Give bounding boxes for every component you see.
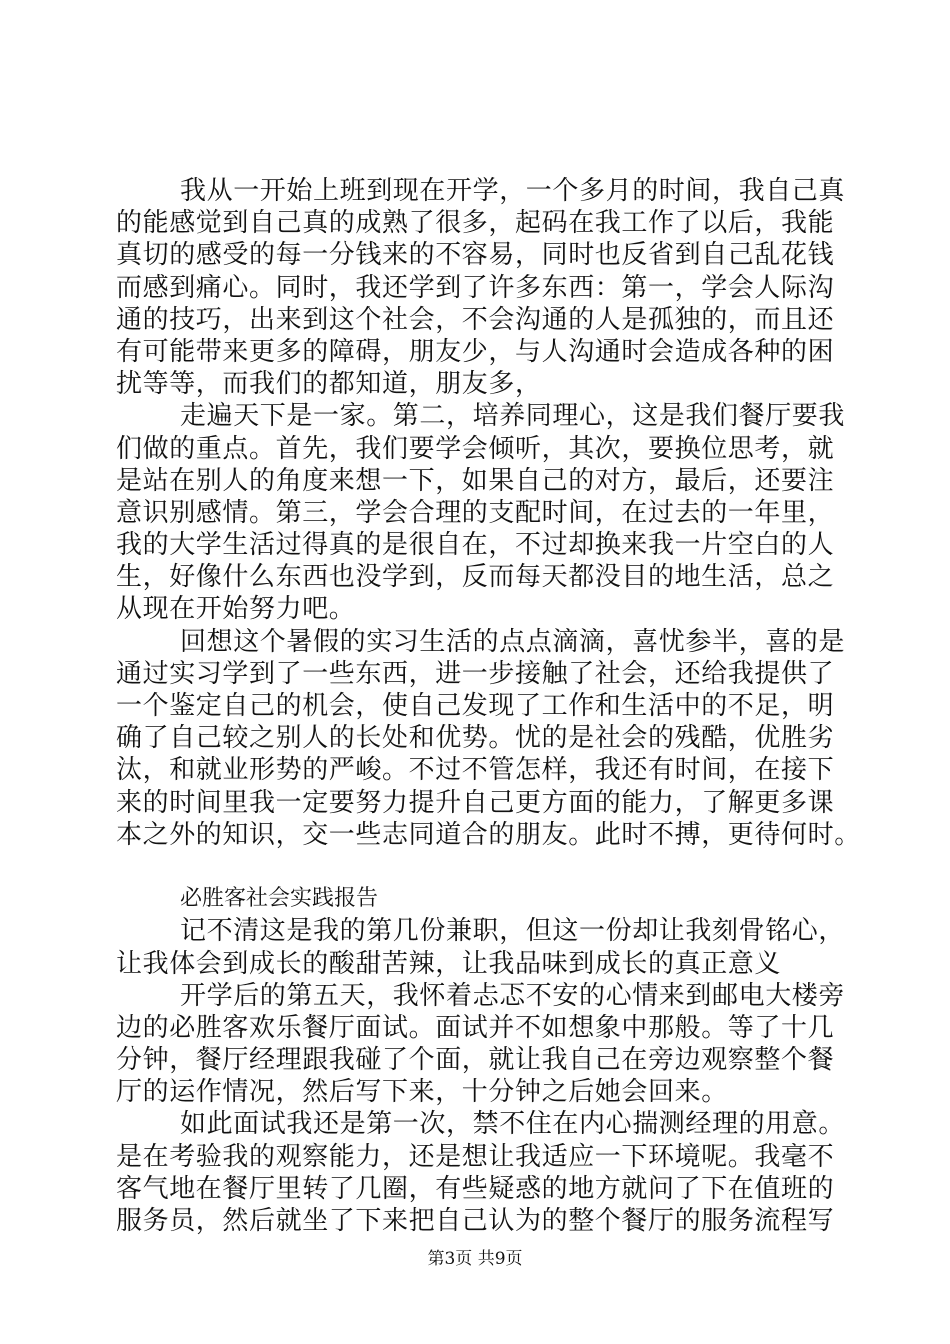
text-line: 通的技巧，出来到这个社会，不会沟通的人是孤独的，而且还 — [116, 304, 835, 335]
text-line: 而感到痛心。同时，我还学到了许多东西：第一，学会人际沟 — [116, 272, 835, 303]
page-footer: 第3页 共9页 — [427, 1249, 523, 1269]
text-line: 走遍天下是一家。第二，培养同理心，这是我们餐厅要我 — [180, 401, 846, 432]
text-line: 扰等等，而我们的都知道，朋友多， — [116, 369, 542, 400]
text-line: 从现在开始努力吧。 — [116, 594, 356, 625]
text-line: 客气地在餐厅里转了几圈，有些疑惑的地方就问了下在值班的 — [116, 1173, 835, 1204]
text-line: 一个鉴定自己的机会，使自己发现了工作和生活中的不足，明 — [116, 691, 835, 721]
text-line: 本之外的知识，交一些志同道合的朋友。此时不搏，更待何时。 — [116, 819, 861, 850]
text-line: 如此面试我还是第一次，禁不住在内心揣测经理的用意。 — [180, 1109, 846, 1140]
paragraph-3 — [116, 626, 861, 851]
paragraph-2 — [116, 400, 846, 625]
text-line: 回想这个暑假的实习生活的点点滴滴，喜忧参半，喜的是 — [180, 626, 846, 657]
text-line: 意识别感情。第三，学会合理的支配时间，在过去的一年里， — [116, 497, 835, 528]
text-line: 服务员，然后就坐了下来把自己认为的整个餐厅的服务流程写 — [116, 1206, 835, 1236]
document-body — [116, 175, 861, 1237]
text-line: 我从一开始上班到现在开学，一个多月的时间，我自己真 — [180, 176, 846, 206]
text-line: 边的必胜客欢乐餐厅面试。面试并不如想象中那般。等了十几 — [116, 1012, 835, 1043]
text-line: 的能感觉到自己真的成熟了很多，起码在我工作了以后，我能 — [116, 208, 835, 239]
paragraph-6 — [116, 1108, 846, 1237]
paragraph-4 — [116, 915, 846, 979]
text-line: 通过实习学到了一些东西，进一步接触了社会，还给我提供了 — [116, 658, 835, 689]
blank-line — [116, 851, 836, 883]
text-line: 让我体会到成长的酸甜苦辣，让我品味到成长的真正意义 — [116, 948, 782, 979]
text-line: 分钟，餐厅经理跟我碰了个面，就让我自己在旁边观察整个餐 — [116, 1045, 835, 1076]
text-line: 厅的运作情况，然后写下来，十分钟之后她会回来。 — [116, 1077, 728, 1108]
text-line: 真切的感受的每一分钱来的不容易，同时也反省到自己乱花钱 — [116, 240, 835, 271]
text-line: 有可能带来更多的障碍，朋友少，与人沟通时会造成各种的困 — [116, 336, 835, 367]
text-line: 开学后的第五天，我怀着忐忑不安的心情来到邮电大楼旁 — [180, 980, 846, 1011]
section-title: 必胜客社会实践报告 — [180, 886, 379, 912]
text-line: 生，好像什么东西也没学到，反而每天都没目的地生活，总之 — [116, 562, 835, 593]
paragraph-5 — [116, 980, 846, 1109]
text-line: 我的大学生活过得真的是很自在，不过却换来我一片空白的人 — [116, 530, 835, 561]
text-line: 记不清这是我的第几份兼职，但这一份却让我刻骨铭心， — [180, 916, 846, 947]
paragraph-1 — [116, 175, 846, 400]
text-line: 们做的重点。首先，我们要学会倾听，其次，要换位思考，就 — [116, 433, 835, 464]
text-line: 确了自己较之别人的长处和优势。忧的是社会的残酷，优胜劣 — [116, 723, 835, 754]
text-line: 是站在别人的角度来想一下，如果自己的对方，最后，还要注 — [116, 465, 835, 496]
text-line: 来的时间里我一定要努力提升自己更方面的能力，了解更多课 — [116, 787, 835, 818]
text-line: 汰，和就业形势的严峻。不过不管怎样，我还有时间，在接下 — [116, 755, 835, 786]
text-line: 是在考验我的观察能力，还是想让我适应一下环境呢。我毫不 — [116, 1141, 835, 1172]
